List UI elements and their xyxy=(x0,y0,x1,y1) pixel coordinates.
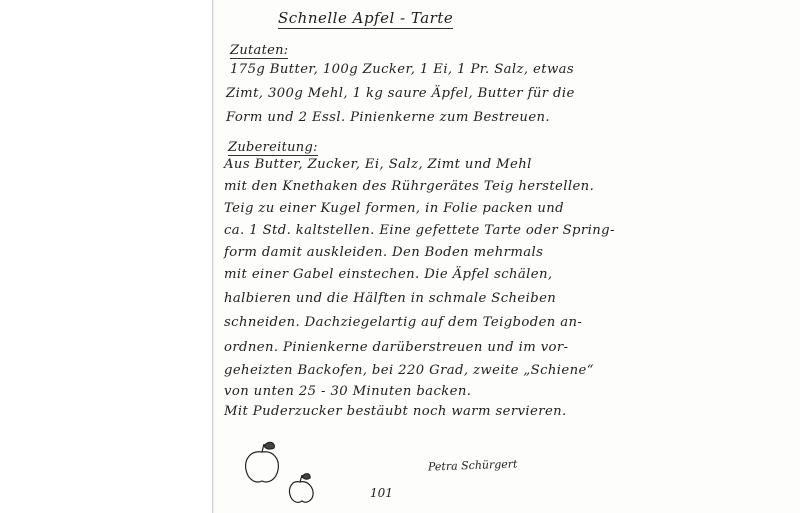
preparation-line: mit einer Gabel einstechen. Die Äpfel schälen, xyxy=(224,267,553,282)
preparation-line: geheizten Backofen, bei 220 Grad, zweite „Schiene“ xyxy=(224,363,594,378)
preparation-line: schneiden. Dachziegelartig auf dem Teigboden an- xyxy=(224,315,583,330)
preparation-line: von unten 25 - 30 Minuten backen. xyxy=(224,384,472,399)
page-number: 101 xyxy=(370,486,393,500)
signature: Petra Schürgert xyxy=(427,457,518,474)
recipe-title: Schnelle Apfel - Tarte xyxy=(278,9,454,27)
preparation-line: Teig zu einer Kugel formen, in Folie packen und xyxy=(224,201,564,216)
preparation-line: ordnen. Pinienkerne darüberstreuen und im vor- xyxy=(224,340,569,355)
preparation-line: form damit auskleiden. Den Boden mehrmals xyxy=(224,245,544,260)
ingredients-line: Form und 2 Essl. Pinienkerne zum Bestreuen. xyxy=(226,110,551,125)
preparation-line: Mit Puderzucker bestäubt noch warm servieren. xyxy=(224,404,567,419)
preparation-line: ca. 1 Std. kaltstellen. Eine gefettete Tarte oder Spring- xyxy=(224,223,615,238)
preparation-heading: Zubereitung: xyxy=(228,140,318,155)
preparation-line: mit den Knethaken des Rührgerätes Teig herstellen. xyxy=(224,179,595,194)
apples-drawing-icon xyxy=(240,438,330,508)
preparation-line: Aus Butter, Zucker, Ei, Salz, Zimt und Mehl xyxy=(224,157,532,172)
ingredients-heading: Zutaten: xyxy=(230,43,289,58)
preparation-line: halbieren und die Hälften in schmale Scheiben xyxy=(224,291,557,306)
ingredients-line: 175g Butter, 100g Zucker, 1 Ei, 1 Pr. Salz, etwas xyxy=(230,62,575,77)
ingredients-line: Zimt, 300g Mehl, 1 kg saure Äpfel, Butter für die xyxy=(226,86,575,101)
